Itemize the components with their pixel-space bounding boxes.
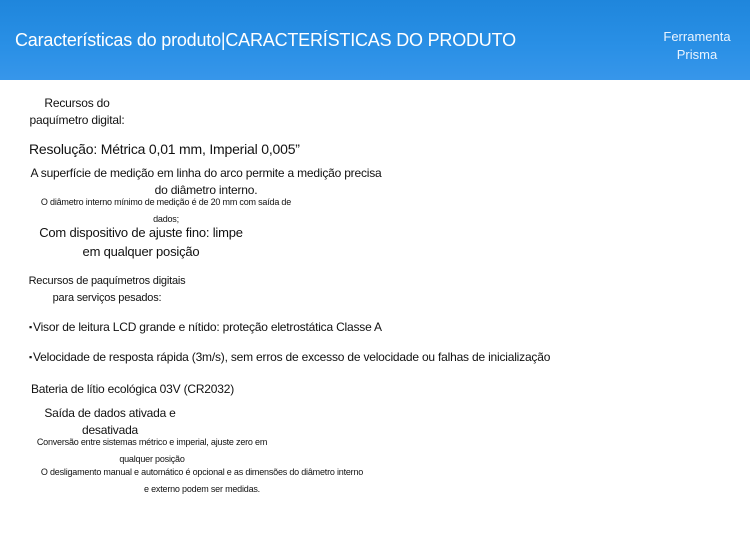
bullet-icon: ▪ xyxy=(29,352,32,362)
data-output-text: Saída de dados ativada e desativada xyxy=(44,406,176,437)
section1-heading: Recursos do paquímetro digital: xyxy=(29,96,125,127)
bullet-icon: ▪ xyxy=(29,322,32,332)
section2-heading: Recursos de paquímetros digitais para serviços pesados: xyxy=(28,275,186,304)
conversion-text: Conversão entre sistemas métrico e imperial, ajuste zero em qualquer posição xyxy=(36,437,268,464)
resolution-text: Resolução: Métrica 0,01 mm, Imperial 0,005” xyxy=(29,141,300,157)
battery-text: Bateria de lítio ecológica 03V (CR2032) xyxy=(31,382,234,396)
header-banner xyxy=(0,0,750,80)
speed-text: Velocidade de resposta rápida (3m/s), sem erros de excesso de velocidade ou falhas de inicialização xyxy=(33,350,551,364)
speed-feature xyxy=(29,349,550,366)
lcd-text: Visor de leitura LCD grande e nítido: proteção eletrostática Classe A xyxy=(33,320,382,334)
lcd-feature xyxy=(29,319,382,336)
page-title: Características do produto|CARACTERÍSTICAS DO PRODUTO xyxy=(15,30,516,50)
brand-line-1: Ferramenta xyxy=(663,29,731,44)
fine-adjust-text: Com dispositivo de ajuste fino: limpe em qualquer posição xyxy=(39,225,243,259)
arc-surface-text: A superfície de medição em linha do arco permite a medição precisa do diâmetro interno. xyxy=(30,166,382,197)
min-diameter-text: O diâmetro interno mínimo de medição é de 20 mm com saída de dados; xyxy=(40,197,292,224)
brand-line-2: Prisma xyxy=(676,47,718,62)
brand-logo-text xyxy=(662,28,732,64)
shutdown-text: O desligamento manual e automático é opcional e as dimensões do diâmetro interno e externo podem ser medidas. xyxy=(40,467,364,494)
